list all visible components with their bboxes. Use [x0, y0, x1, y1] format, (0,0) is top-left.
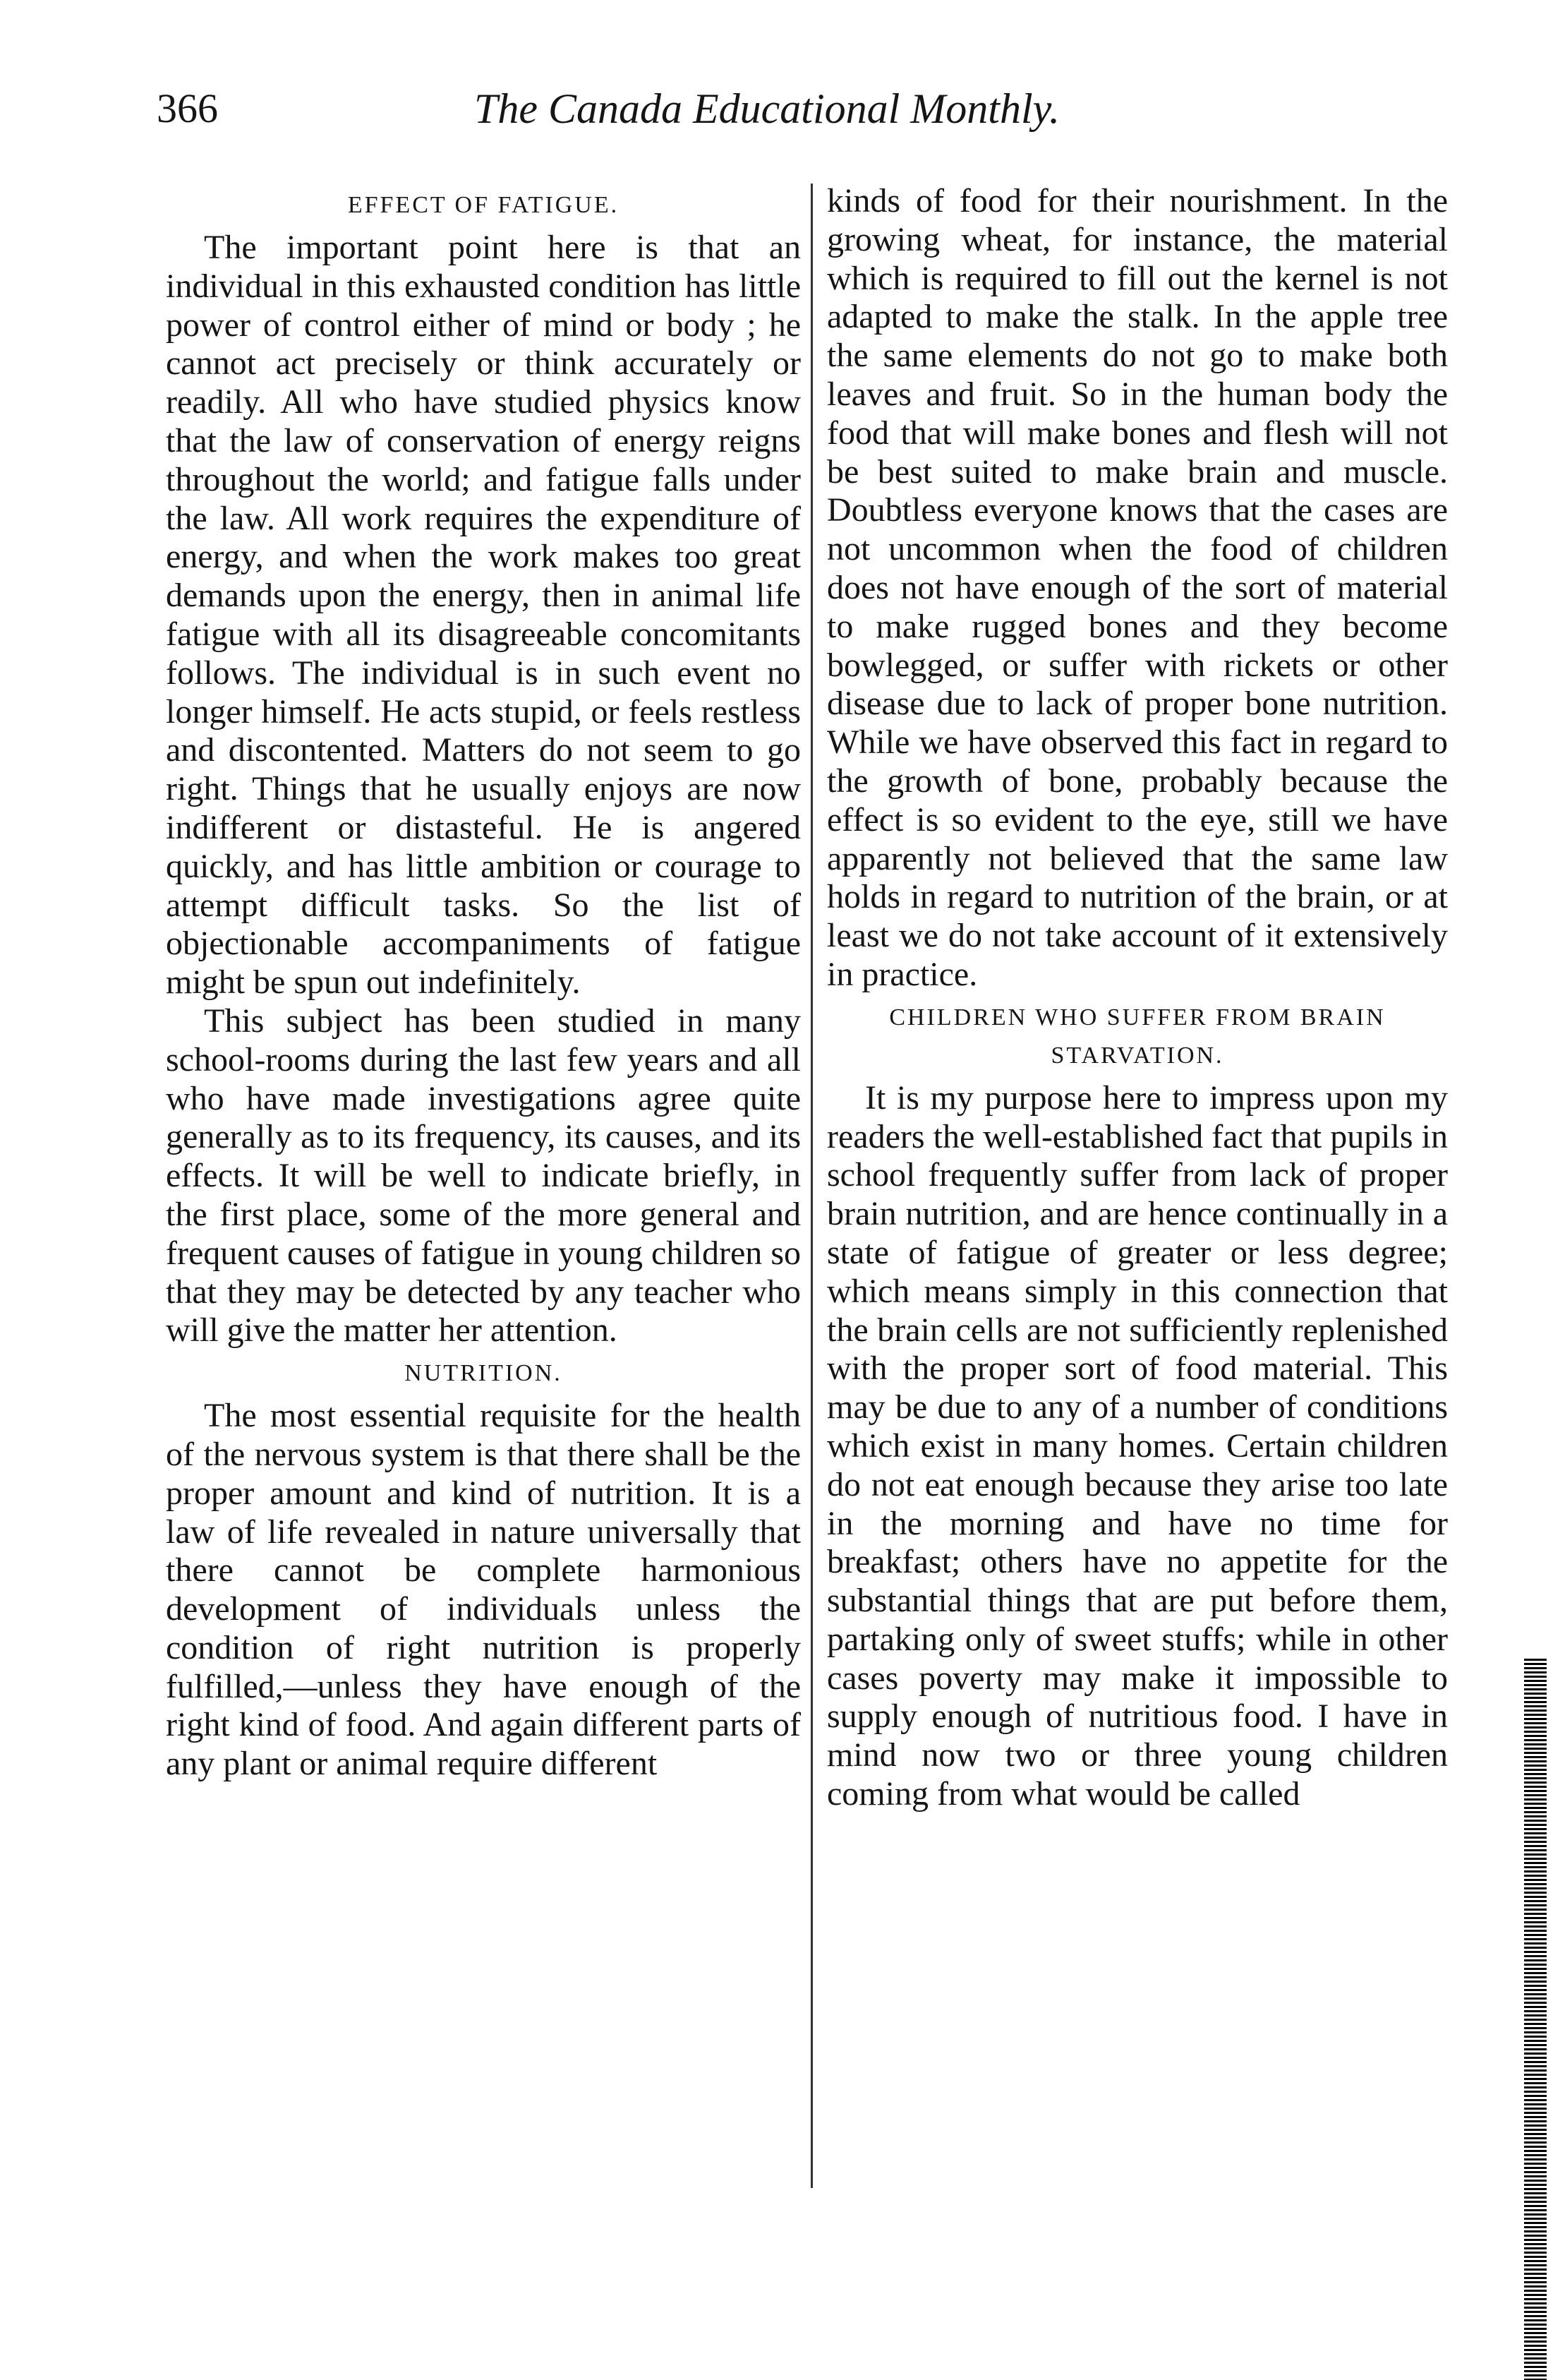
journal-title: The Canada Educational Monthly.	[474, 85, 1060, 132]
paragraph: It is my purpose here to impress upon my readers the well-established fact that pupils in school frequently suffer from lack of proper brain nutrition, and are hence continually in a state of fatigue of greater or less degree; which means simply in this connection that the brain cells are not sufficiently replenished with the proper sort of food material. This may be due to any of a number of conditions which exist in many homes. Certain children do not eat enough because they arise too late in the morning and have no time for breakfast; others have no appetite for the substantial things that are put before them, partaking only of sweet stuffs; while in other cases poverty may make it impossible to supply enough of nutritious food. I have in mind now two or three young children coming from what would be called	[827, 1078, 1448, 1813]
paragraph: kinds of food for their nourishment. In the growing wheat, for instance, the material which is required to fill out the kernel is not adapted to make the stalk. In the apple tree the same elements do not go to make both leaves and fruit. So in the human body the food that will make bones and flesh will not be best suited to make brain and muscle. Doubtless everyone knows that the cases are not uncommon when the food of children does not have enough of the sort of material to make rugged bones and they become bowlegged, or suffer with rickets or other disease due to lack of proper bone nutrition. While we have observed this fact in regard to the growth of bone, probably because the effect is so evident to the eye, still we have apparently not believed that the same law holds in regard to nutrition of the brain, or at least we do not take account of it extensively in practice.	[827, 182, 1448, 993]
section-heading-nutrition: NUTRITION.	[404, 1360, 562, 1387]
left-column	[166, 182, 801, 1784]
section-heading-effect-of-fatigue: EFFECT OF FATIGUE.	[347, 192, 620, 218]
running-head	[157, 85, 1137, 148]
page-edge-scan-artifact	[1524, 1659, 1547, 2380]
column-divider	[811, 184, 813, 2188]
paragraph: The important point here is that an individual in this exhausted condition has little power of control either of mind or body ; he cannot act precisely or think accurately or readily. All who have studied physics know that the law of conservation of energy reigns throughout the world; and fatigue falls under the law. All work requires the expenditure of energy, and when the work makes too great demands upon the energy, then in animal life fatigue with all its disagreeable concomitants follows. The individual is in such event no longer himself. He acts stupid, or feels restless and discontented. Matters do not seem to go right. Things that he usually enjoys are now indifferent or distasteful. He is angered quickly, and has little ambition or courage to attempt difficult tasks. So the list of objectionable accompaniments of fatigue might be spun out indefinitely.	[166, 229, 801, 1002]
paragraph: The most essential requisite for the health of the nervous system is that there shall be the proper amount and kind of nutrition. It is a law of life revealed in nature universally that there cannot be complete harmonious development of individuals unless the condition of right nutrition is properly fulfilled,—unless they have enough of the right kind of food. And again different parts of any plant or animal require different	[166, 1397, 801, 1783]
section-heading-brain-starvation: CHILDREN WHO SUFFER FROM BRAIN STARVATION.	[889, 1004, 1386, 1069]
right-column	[827, 182, 1448, 1814]
page-number: 366	[157, 85, 218, 131]
paragraph: This subject has been studied in many school-rooms during the last few years and all who have made investigations agree quite generally as to its frequency, its causes, and its effects. It will be well to indicate briefly, in the first place, some of the more general and frequent causes of fatigue in young children so that they may be detected by any teacher who will give the matter her attention.	[166, 1002, 801, 1350]
